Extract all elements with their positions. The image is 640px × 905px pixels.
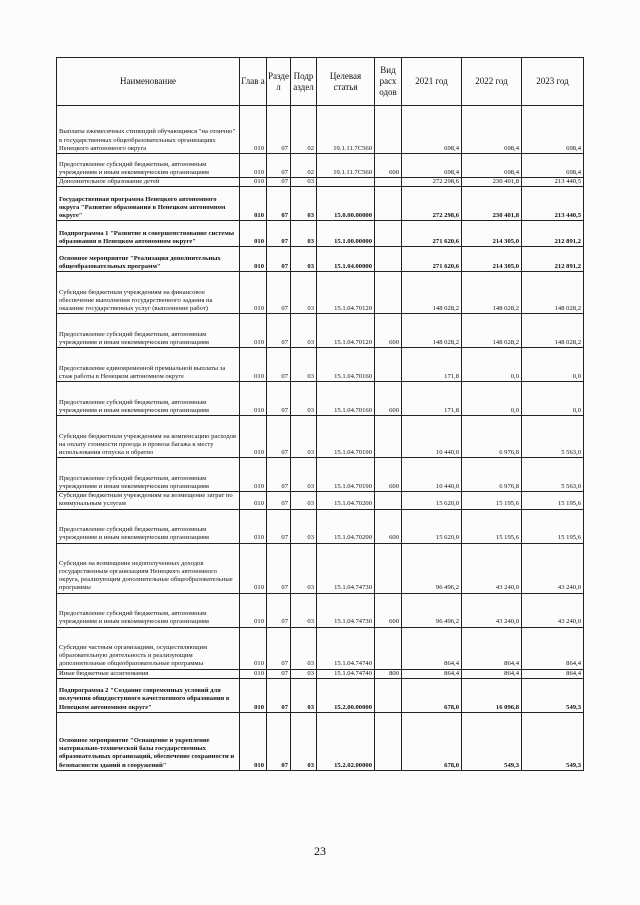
cell-target: 15.1.00.00000	[317, 221, 375, 247]
cell-2023: 43 240,0	[522, 543, 584, 593]
table-row	[57, 106, 584, 154]
cell-razdel: 07	[267, 221, 291, 247]
cell-2021: 171,8	[402, 348, 462, 382]
cell-podrazdel: 03	[291, 221, 317, 247]
header-podrazdel: Подр аздел	[291, 58, 317, 106]
cell-target: 15.2.00.00000	[317, 678, 375, 712]
cell-podrazdel: 03	[291, 593, 317, 627]
cell-podrazdel: 03	[291, 492, 317, 509]
cell-vid	[375, 348, 402, 382]
cell-2023: 0,0	[522, 348, 584, 382]
cell-razdel: 07	[267, 492, 291, 509]
cell-podrazdel: 03	[291, 543, 317, 593]
cell-2022: 16 096,8	[462, 678, 522, 712]
table-row	[57, 416, 584, 458]
cell-2021: 15 620,0	[402, 492, 462, 509]
header-razdel: Разде л	[267, 58, 291, 106]
cell-glava: 010	[240, 382, 267, 416]
cell-name: Субсидии бюджетным учреждениям на финансовое обеспечение выполнения государственного задания на оказание государственных услуг (выполнение работ)	[57, 272, 240, 314]
cell-vid	[375, 221, 402, 247]
cell-target: 15.1.04.70160	[317, 348, 375, 382]
cell-vid: 800	[375, 669, 402, 678]
cell-glava: 010	[240, 712, 267, 770]
cell-2022: 698,4	[462, 106, 522, 154]
cell-2023: 148 028,2	[522, 272, 584, 314]
cell-2022: 214 305,0	[462, 221, 522, 247]
cell-podrazdel: 03	[291, 678, 317, 712]
cell-2021: 678,0	[402, 712, 462, 770]
header-2022: 2022 год	[462, 58, 522, 106]
cell-vid	[375, 247, 402, 272]
cell-2022: 0,0	[462, 382, 522, 416]
cell-razdel: 07	[267, 187, 291, 221]
cell-name: Субсидии бюджетным учреждениям на компенсацию расходов на оплату стоимости проезда и провоза багажа к месту использования отпуска и обратно	[57, 416, 240, 458]
cell-glava: 010	[240, 348, 267, 382]
cell-vid	[375, 712, 402, 770]
cell-glava: 010	[240, 492, 267, 509]
cell-razdel: 07	[267, 178, 291, 187]
cell-2022: 43 240,0	[462, 543, 522, 593]
cell-2021: 698,4	[402, 106, 462, 154]
cell-target: 15.1.04.70160	[317, 382, 375, 416]
table-row	[57, 669, 584, 678]
cell-2021: 96 496,2	[402, 593, 462, 627]
cell-2021: 271 620,6	[402, 221, 462, 247]
cell-vid: 600	[375, 509, 402, 543]
table-row	[57, 593, 584, 627]
table-row	[57, 187, 584, 221]
cell-vid	[375, 416, 402, 458]
table-row	[57, 492, 584, 509]
cell-razdel: 07	[267, 154, 291, 178]
cell-name: Предоставление субсидий бюджетным, автономным учреждениям и иным некоммерческим организациям	[57, 314, 240, 348]
cell-podrazdel: 03	[291, 669, 317, 678]
cell-vid	[375, 272, 402, 314]
table-row	[57, 154, 584, 178]
cell-vid	[375, 543, 402, 593]
cell-razdel: 07	[267, 106, 291, 154]
cell-2023: 549,3	[522, 712, 584, 770]
cell-glava: 010	[240, 509, 267, 543]
cell-2023: 212 891,2	[522, 247, 584, 272]
cell-2023: 0,0	[522, 382, 584, 416]
cell-name: Подпрограмма 1 "Развитие и совершенствование системы образования в Ненецком автономном округе"	[57, 221, 240, 247]
cell-name: Предоставление субсидий бюджетным, автономным учреждениям и иным некоммерческим организациям	[57, 154, 240, 178]
cell-2021: 148 028,2	[402, 272, 462, 314]
cell-name: Субсидии бюджетным учреждениям на возмещение затрат по коммунальным услугам	[57, 492, 240, 509]
cell-razdel: 07	[267, 416, 291, 458]
cell-podrazdel: 03	[291, 458, 317, 492]
cell-vid	[375, 678, 402, 712]
cell-2023: 43 240,0	[522, 593, 584, 627]
cell-2022: 864,4	[462, 669, 522, 678]
cell-2022: 214 305,0	[462, 247, 522, 272]
cell-podrazdel: 02	[291, 106, 317, 154]
cell-2023: 15 195,6	[522, 509, 584, 543]
cell-2021: 10 440,0	[402, 416, 462, 458]
cell-target: 15.0.00.00000	[317, 187, 375, 221]
cell-2021: 272 298,6	[402, 187, 462, 221]
cell-razdel: 07	[267, 314, 291, 348]
cell-vid	[375, 178, 402, 187]
header-2021: 2021 год	[402, 58, 462, 106]
table-row	[57, 678, 584, 712]
cell-2021: 171,8	[402, 382, 462, 416]
table-row	[57, 382, 584, 416]
cell-target: 15.1.04.00000	[317, 247, 375, 272]
cell-razdel: 07	[267, 247, 291, 272]
cell-glava: 010	[240, 247, 267, 272]
cell-target: 19.1.11.7С560	[317, 154, 375, 178]
cell-razdel: 07	[267, 382, 291, 416]
cell-name: Выплаты ежемесячных стипендий обучающимся "на отлично" в государственных общеобразовательных организациях Ненецкого автономного округа	[57, 106, 240, 154]
cell-razdel: 07	[267, 272, 291, 314]
cell-2022: 43 240,0	[462, 593, 522, 627]
cell-2022: 148 028,2	[462, 272, 522, 314]
cell-vid: 600	[375, 593, 402, 627]
cell-2023: 549,3	[522, 678, 584, 712]
cell-2021: 864,4	[402, 669, 462, 678]
table-row	[57, 178, 584, 187]
cell-name: Основное мероприятие "Оснащение и укрепление материально-технической базы государственных образовательных организаций, обеспечение сохранности и безопасности зданий и сооружений"	[57, 712, 240, 770]
cell-2023: 5 563,0	[522, 416, 584, 458]
cell-2022: 864,4	[462, 627, 522, 669]
cell-name: Предоставление субсидий бюджетным, автономным учреждениям и иным некоммерческим организациям	[57, 509, 240, 543]
cell-name: Дополнительное образование детей	[57, 178, 240, 187]
cell-target: 15.1.04.70190	[317, 458, 375, 492]
cell-name: Основное мероприятие "Реализация дополнительных общеобразовательных программ"	[57, 247, 240, 272]
table-row	[57, 627, 584, 669]
cell-glava: 010	[240, 627, 267, 669]
cell-target: 15.1.04.74730	[317, 543, 375, 593]
table-row	[57, 348, 584, 382]
cell-podrazdel: 03	[291, 178, 317, 187]
cell-2021: 271 620,6	[402, 247, 462, 272]
cell-glava: 010	[240, 314, 267, 348]
cell-2022: 148 028,2	[462, 314, 522, 348]
cell-glava: 010	[240, 178, 267, 187]
cell-target: 15.1.04.70120	[317, 314, 375, 348]
cell-podrazdel: 03	[291, 712, 317, 770]
cell-glava: 010	[240, 678, 267, 712]
table-row	[57, 272, 584, 314]
cell-podrazdel: 03	[291, 247, 317, 272]
cell-glava: 010	[240, 669, 267, 678]
header-2023: 2023 год	[522, 58, 584, 106]
cell-2021: 678,0	[402, 678, 462, 712]
cell-2023: 213 440,5	[522, 187, 584, 221]
cell-podrazdel: 03	[291, 348, 317, 382]
cell-target: 15.1.04.70200	[317, 492, 375, 509]
cell-2023: 698,4	[522, 106, 584, 154]
table-row	[57, 221, 584, 247]
cell-target: 15.1.04.74730	[317, 593, 375, 627]
table-row	[57, 314, 584, 348]
cell-2021: 15 620,0	[402, 509, 462, 543]
cell-vid: 600	[375, 314, 402, 348]
cell-2022: 230 401,8	[462, 178, 522, 187]
cell-vid	[375, 106, 402, 154]
cell-2022: 230 401,8	[462, 187, 522, 221]
page-number: 23	[314, 844, 326, 858]
cell-2022: 15 195,6	[462, 492, 522, 509]
header-vid: Вид расх одов	[375, 58, 402, 106]
cell-2022: 6 976,8	[462, 416, 522, 458]
cell-glava: 010	[240, 187, 267, 221]
cell-vid	[375, 492, 402, 509]
header-target: Целевая статья	[317, 58, 375, 106]
cell-podrazdel: 03	[291, 509, 317, 543]
cell-razdel: 07	[267, 627, 291, 669]
cell-podrazdel: 03	[291, 627, 317, 669]
cell-2023: 213 440,5	[522, 178, 584, 187]
table-header-row	[57, 58, 584, 106]
cell-razdel: 07	[267, 669, 291, 678]
cell-target: 15.1.04.70200	[317, 509, 375, 543]
table-row	[57, 458, 584, 492]
cell-glava: 010	[240, 593, 267, 627]
cell-2022: 6 976,8	[462, 458, 522, 492]
budget-table	[56, 57, 584, 771]
cell-2021: 864,4	[402, 627, 462, 669]
cell-name: Подпрограмма 2 "Создание современных условий для получения общедоступного качественного образования в Ненецком автономном округе"	[57, 678, 240, 712]
cell-name: Предоставление субсидий бюджетным, автономным учреждениям и иным некоммерческим организациям	[57, 382, 240, 416]
cell-vid	[375, 627, 402, 669]
cell-target: 15.1.04.70190	[317, 416, 375, 458]
table-row	[57, 543, 584, 593]
cell-2021: 10 440,0	[402, 458, 462, 492]
cell-podrazdel: 03	[291, 382, 317, 416]
cell-razdel: 07	[267, 458, 291, 492]
cell-podrazdel: 03	[291, 416, 317, 458]
header-name: Наименование	[57, 58, 240, 106]
cell-glava: 010	[240, 458, 267, 492]
table-row	[57, 712, 584, 770]
cell-glava: 010	[240, 221, 267, 247]
cell-target: 19.1.11.7С560	[317, 106, 375, 154]
cell-name: Предоставление единовременной премиальной выплаты за стаж работы в Ненецком автономном округе	[57, 348, 240, 382]
cell-podrazdel: 03	[291, 272, 317, 314]
cell-vid: 600	[375, 154, 402, 178]
cell-target: 15.1.04.74740	[317, 669, 375, 678]
cell-vid: 600	[375, 458, 402, 492]
cell-2023: 5 563,0	[522, 458, 584, 492]
cell-2023: 864,4	[522, 669, 584, 678]
cell-podrazdel: 03	[291, 187, 317, 221]
cell-2022: 698,4	[462, 154, 522, 178]
table-row	[57, 247, 584, 272]
cell-target: 15.1.04.74740	[317, 627, 375, 669]
cell-2021: 96 496,2	[402, 543, 462, 593]
cell-name: Предоставление субсидий бюджетным, автономным учреждениям и иным некоммерческим организациям	[57, 458, 240, 492]
cell-2023: 15 195,6	[522, 492, 584, 509]
cell-name: Иные бюджетные ассигнования	[57, 669, 240, 678]
cell-2022: 549,3	[462, 712, 522, 770]
cell-2021: 698,4	[402, 154, 462, 178]
table-row	[57, 509, 584, 543]
cell-2022: 15 195,6	[462, 509, 522, 543]
cell-name: Государственная программа Ненецкого автономного округа "Развитие образования в Ненецком автономном округе"	[57, 187, 240, 221]
cell-target	[317, 178, 375, 187]
cell-razdel: 07	[267, 348, 291, 382]
cell-vid	[375, 187, 402, 221]
cell-2023: 864,4	[522, 627, 584, 669]
cell-2021: 272 298,6	[402, 178, 462, 187]
cell-2022: 0,0	[462, 348, 522, 382]
cell-razdel: 07	[267, 712, 291, 770]
cell-razdel: 07	[267, 509, 291, 543]
cell-podrazdel: 03	[291, 314, 317, 348]
cell-2023: 698,4	[522, 154, 584, 178]
cell-target: 15.2.02.00000	[317, 712, 375, 770]
cell-name: Субсидии на возмещение недополученных доходов государственным организациям Ненецкого автономного округа, реализующим дополнительные общеобразовательные программы	[57, 543, 240, 593]
cell-razdel: 07	[267, 678, 291, 712]
cell-glava: 010	[240, 416, 267, 458]
cell-name: Субсидии частным организациям, осуществляющим образовательную деятельность и реализующим дополнительные общеобразовательные программы	[57, 627, 240, 669]
cell-target: 15.1.04.70120	[317, 272, 375, 314]
cell-vid: 600	[375, 382, 402, 416]
cell-razdel: 07	[267, 593, 291, 627]
cell-glava: 010	[240, 543, 267, 593]
cell-2023: 148 028,2	[522, 314, 584, 348]
cell-razdel: 07	[267, 543, 291, 593]
header-glava: Глав а	[240, 58, 267, 106]
cell-2023: 212 891,2	[522, 221, 584, 247]
cell-glava: 010	[240, 106, 267, 154]
cell-podrazdel: 02	[291, 154, 317, 178]
cell-name: Предоставление субсидий бюджетным, автономным учреждениям и иным некоммерческим организациям	[57, 593, 240, 627]
cell-glava: 010	[240, 154, 267, 178]
cell-glava: 010	[240, 272, 267, 314]
cell-2021: 148 028,2	[402, 314, 462, 348]
